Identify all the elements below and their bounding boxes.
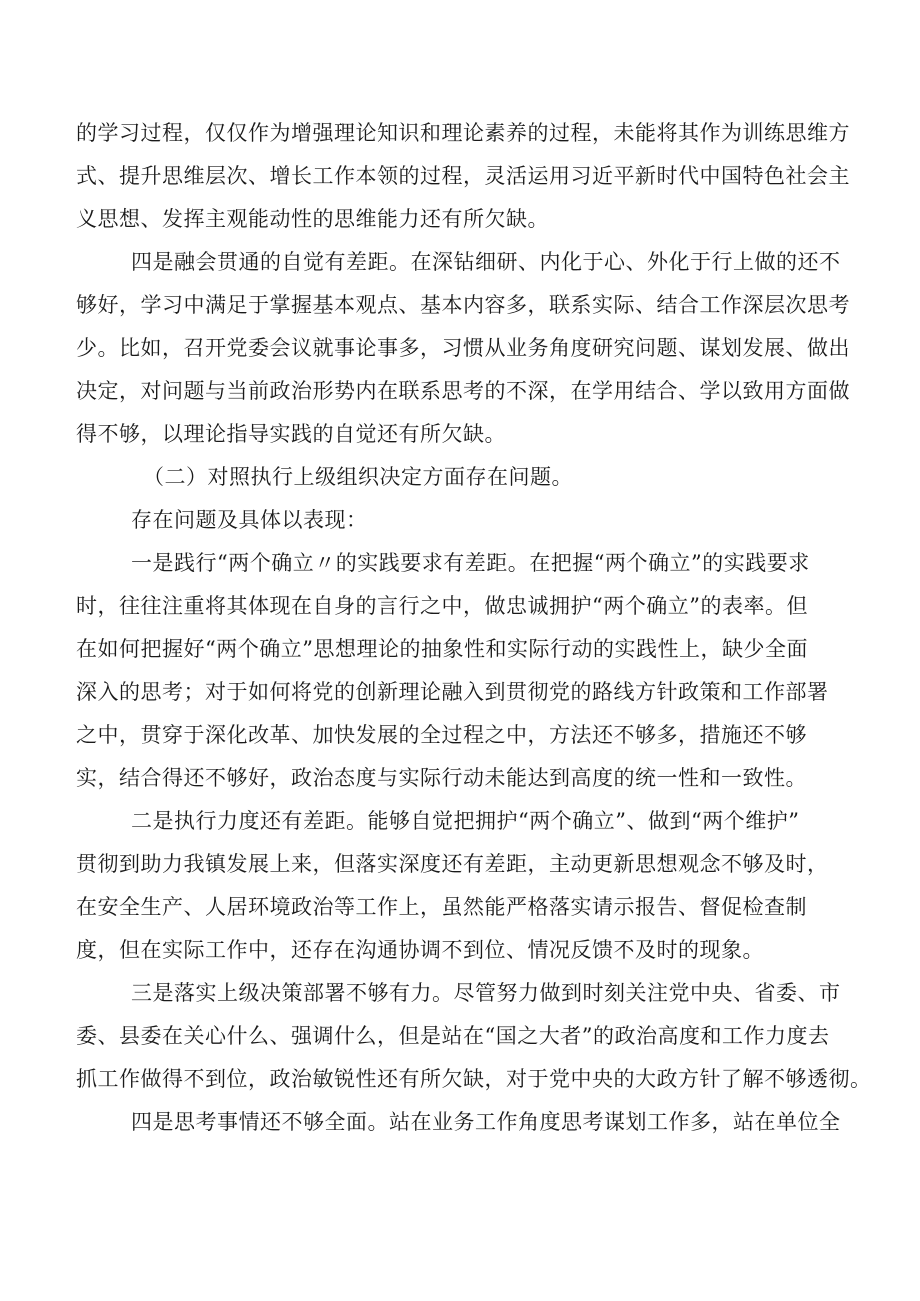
text-line: 四是融会贯通的自觉有差距。在深钻细研、内化于心、外化于行上做的还不: [131, 250, 841, 274]
text-line: 之中，贯穿于深化改革、加快发展的全过程之中，方法还不够多，措施还不够: [76, 723, 807, 747]
text-line: 实，结合得还不够好，政治态度与实际行动未能达到高度的统一性和一致性。: [76, 766, 807, 790]
text-line: 三是落实上级决策部署不够有力。尽管努力做到时刻关注党中央、省委、市: [131, 981, 841, 1005]
text-line: 得不够，以理论指导实践的自觉还有所欠缺。: [76, 422, 506, 446]
text-line: 度，但在实际工作中，还存在沟通协调不到位、情况反馈不及时的现象。: [76, 938, 764, 962]
text-line: 时，往往注重将其体现在自身的言行之中，做忠诚拥护“两个确立”的表率。但: [76, 594, 808, 618]
text-line: 抓工作做得不到位，政治敏锐性还有所欠缺，对于党中央的大政方针了解不够透彻。: [76, 1067, 872, 1091]
text-line: 在如何把握好“两个确立”思想理论的抽象性和实际行动的实践性上，缺少全面: [76, 637, 808, 661]
text-line: 在安全生产、人居环境政治等工作上，虽然能严格落实请示报告、督促检查制: [76, 895, 807, 919]
text-line: 一是践行“两个确立〃的实践要求有差距。在把握“两个确立”的实践要求: [131, 551, 810, 575]
text-line: 二是执行力度还有差距。能够自觉把拥护“两个确立”、做到“两个维护”: [131, 809, 800, 833]
text-line: 四是思考事情还不够全面。站在业务工作角度思考谋划工作多，站在单位全: [131, 1110, 841, 1134]
text-line: 够好，学习中满足于掌握基本观点、基本内容多，联系实际、结合工作深层次思考: [76, 293, 850, 317]
text-line: 贯彻到助力我镇发展上来，但落实深度还有差距，主动更新思想观念不够及时，: [76, 852, 829, 876]
text-line: 的学习过程，仅仅作为增强理论知识和理论素养的过程，未能将其作为训练思维方: [76, 121, 850, 145]
text-line: 少。比如，召开党委会议就事论事多，习惯从业务角度研究问题、谋划发展、做出: [76, 336, 850, 360]
text-line: 存在问题及具体以表现：: [131, 508, 368, 532]
text-line: 委、县委在关心什么、强调什么，但是站在“国之大者”的政治高度和工作力度去: [76, 1024, 830, 1048]
section-heading: （二）对照执行上级组织决定方面存在问题。: [143, 465, 573, 489]
text-line: 决定，对问题与当前政治形势内在联系思考的不深，在学用结合、学以致用方面做: [76, 379, 850, 403]
text-line: 义思想、发挥主观能动性的思维能力还有所欠缺。: [76, 207, 549, 231]
text-line: 式、提升思维层次、增长工作本领的过程，灵活运用习近平新时代中国特色社会主: [76, 164, 850, 188]
text-line: 深入的思考；对于如何将党的创新理论融入到贯彻党的路线方针政策和工作部署: [76, 680, 829, 704]
